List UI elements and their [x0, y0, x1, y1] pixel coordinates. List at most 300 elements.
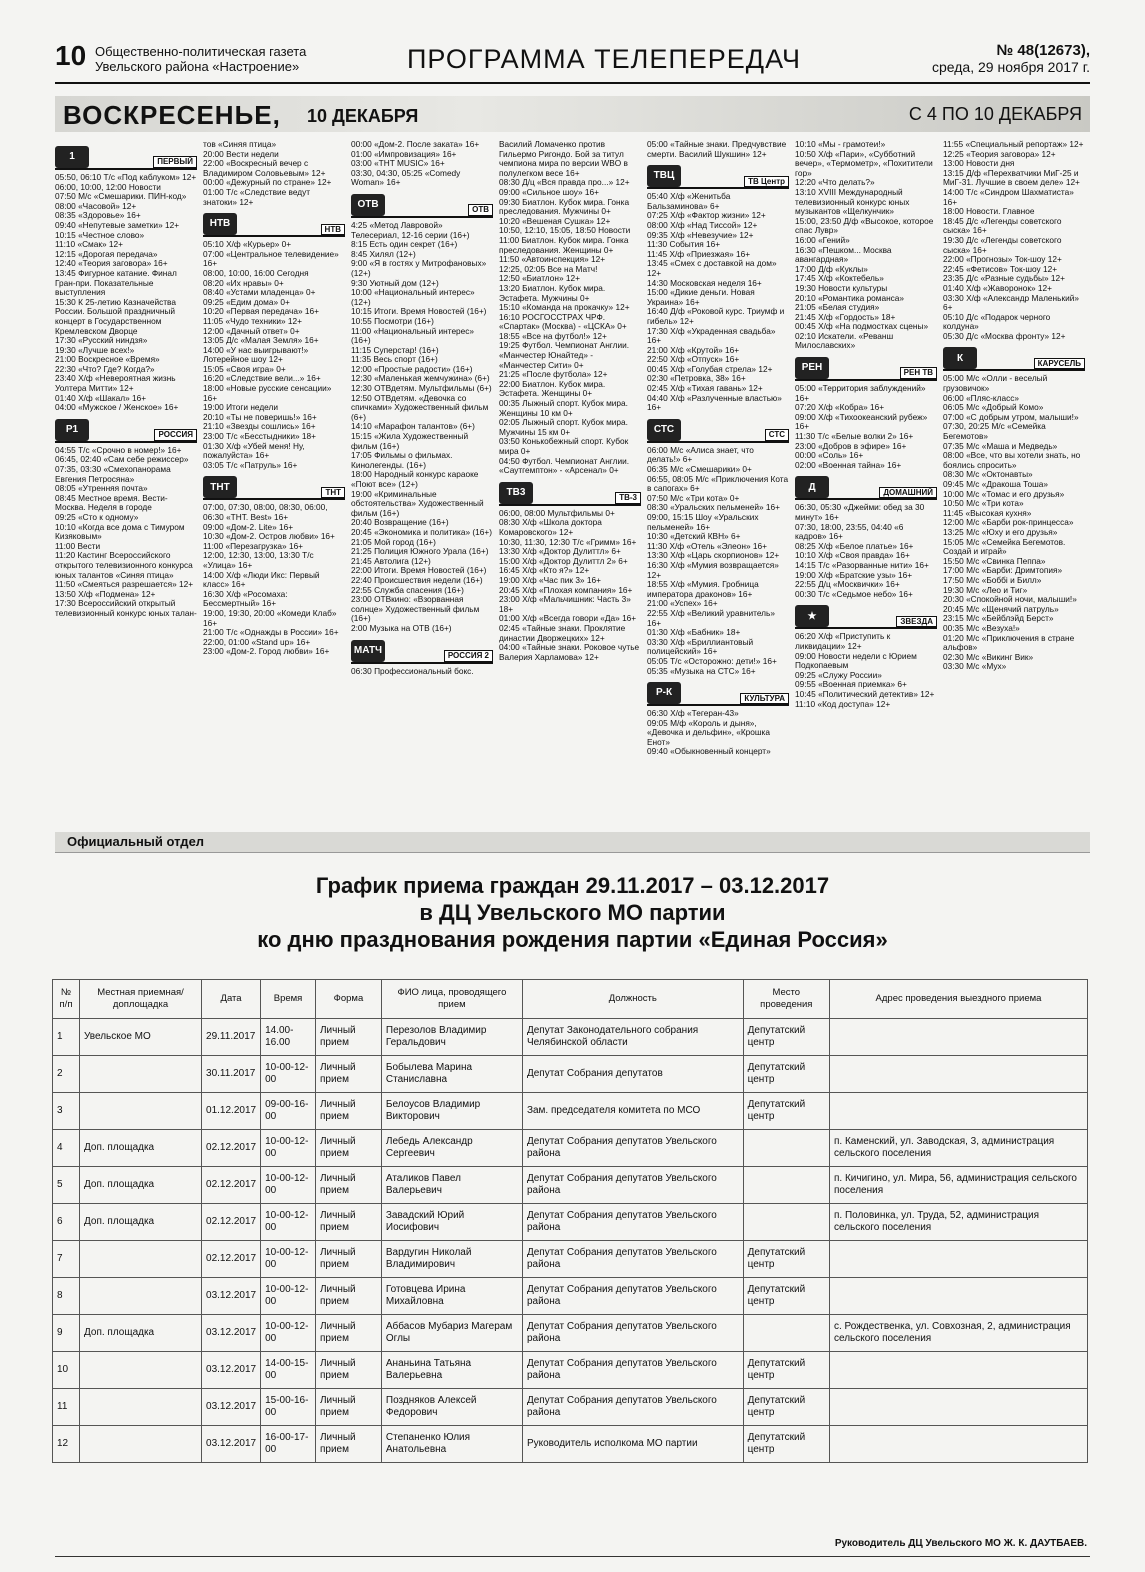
program-listing: 22:55 Д/ц «Москвички» 16+	[795, 579, 900, 590]
table-cell: Личный прием	[315, 1056, 381, 1093]
table-cell: Личный прием	[315, 1426, 381, 1463]
program-listing: 03:30 М/с «Мух»	[943, 661, 1007, 672]
program-listing: 18:45 Д/с «Легенды советского сыска» 16+	[943, 215, 1062, 236]
program-listing: 01:30 Х/ф «Убей меня! Ну, пожалуйста» 16+	[203, 440, 305, 461]
table-cell: Готовцева Ирина Михайловна	[381, 1278, 522, 1315]
program-listing: 01:20 М/с «Приключения в стране альфов»	[943, 632, 1075, 653]
program-listing: 23:15 М/с «Бейблэйд Берст»	[943, 613, 1054, 624]
program-listing: 05:05 Т/с «Осторожно: дети!» 16+	[647, 655, 777, 666]
program-listing: 06:00, 08:00 Мультфильмы 0+	[499, 507, 615, 518]
table-cell: 12	[53, 1426, 80, 1463]
program-listing: 23:00 «Дом-2. Город любви» 16+	[203, 646, 330, 657]
page-number: 10	[55, 40, 87, 71]
program-listing: 09:30 Биатлон. Кубок мира. Гонка преследования. Мужчины 0+	[499, 196, 630, 217]
table-cell: Личный прием	[315, 1241, 381, 1278]
program-listing: 20:45 «Экономика и политика» (16+)	[351, 526, 492, 537]
channel-name: ТВ-3	[615, 492, 641, 504]
heading-line-3: ко дню празднования рождения партии «Единая Россия»	[257, 927, 888, 952]
program-listing: 13:10 XVIII Международный телевизионный конкурс юных музыкантов «Щелкунчик»	[795, 186, 910, 217]
program-listing: 16:30 «Пешком... Москва авангардная»	[795, 244, 892, 265]
channel-header	[351, 192, 493, 218]
program-listing: 11:10 «Смак» 12+	[55, 239, 123, 250]
table-cell: 11	[53, 1389, 80, 1426]
table-cell: Депутатский центр	[743, 1056, 829, 1093]
channel-name: КУЛЬТУРА	[740, 693, 789, 705]
channel-logo-icon: ТНТ	[203, 476, 237, 498]
program-listing: 05:30 Д/с «Москва фронту» 12+	[943, 330, 1066, 341]
program-listing: 20:00 Вести недели	[203, 148, 279, 159]
program-listing: 05:50, 06:10 Т/с «Под каблуком» 12+	[55, 172, 197, 182]
program-listing: 06:55, 08:05 М/с «Приключения Кота в сапогах» 6+	[647, 473, 789, 494]
table-cell: 5	[53, 1167, 80, 1204]
program-listing: 09:25 «Едим дома» 0+	[203, 296, 290, 307]
program-listing: 22:55 Служба спасения (16+)	[351, 584, 464, 595]
program-listing: 11:50 «Смеяться разрешается» 12+	[55, 579, 194, 590]
program-listing: 00:35 М/с «Везуха!»	[943, 622, 1020, 633]
program-listing: 06:45, 02:40 «Сам себе режиссер»	[55, 454, 189, 465]
program-listing: 15:50 М/с «Свинка Пеппа»	[943, 555, 1046, 566]
table-cell	[829, 1056, 1087, 1093]
program-listing: 13:45 Фигурное катание. Финал Гран-при. Показательные выступления	[55, 267, 177, 298]
table-cell: 30.11.2017	[202, 1056, 261, 1093]
program-listing: 06:30 Х/ф «Тегеран-43»	[647, 708, 739, 719]
channel-logo-icon: 1	[55, 146, 89, 168]
channel-name: ОТВ	[468, 204, 493, 216]
table-cell: Депутат Законодательного собрания Челябинской области	[522, 1019, 743, 1056]
table-cell: 10-00-12-00	[261, 1278, 316, 1315]
program-listing: 09:40 «Непутевые заметки» 12+	[55, 219, 180, 230]
program-listing: 07:00, 07:30, 08:00, 08:30, 06:00, 06:30 «ТНТ. Best» 16+	[203, 502, 328, 522]
table-header-row	[53, 980, 1088, 1019]
table-cell: Личный прием	[315, 1093, 381, 1130]
channel-logo-icon: К	[943, 347, 977, 369]
paper-line-1: Общественно-политическая газета	[95, 44, 307, 59]
program-listing: 10:10 «Мы - грамотеи!»	[795, 140, 886, 149]
program-listing: 13:30 Х/ф «Царь скорпионов» 12+	[647, 550, 780, 561]
table-body	[53, 1019, 1088, 1463]
table-cell: Бобылева Марина Станиславна	[381, 1056, 522, 1093]
program-listing: 08:40 «Устами младенца» 0+	[203, 287, 316, 298]
table-cell: 2	[53, 1056, 80, 1093]
program-listing: 14:15 Т/с «Разорванные нити» 16+	[795, 559, 929, 570]
channel-logo-icon: Д	[795, 476, 829, 498]
program-listing: 07:50 М/с «Смешарики. ПИН-код»	[55, 191, 187, 202]
program-listing: 07:20 Х/ф «Кобра» 16+	[795, 402, 885, 413]
program-listing: 00:00 «Дом-2. После заката» 16+	[351, 140, 480, 149]
program-listing: 10:20 «Вешеная Сушка» 12+	[499, 215, 611, 226]
column-header: Место проведения	[743, 980, 829, 1019]
program-listing: 11:00 Вести	[55, 540, 101, 551]
table-cell: Белоусов Владимир Викторович	[381, 1093, 522, 1130]
program-listing: 21:25 «После футбола» 12+	[499, 369, 608, 380]
table-cell: Депутатский центр	[743, 1093, 829, 1130]
program-listing: 12:50 «Биатлон» 12+	[499, 273, 580, 284]
program-listing: 06:00, 10:00, 12:00 Новости	[55, 181, 161, 192]
program-listing: 09:25 «Сто к одному»	[55, 512, 139, 522]
channel-logo-icon: МАТЧ	[351, 640, 385, 662]
program-listing: 20:10 «Романтика романса»	[795, 292, 905, 303]
channel-logo-icon: Р1	[55, 419, 89, 441]
table-cell: 14.00-16.00	[261, 1019, 316, 1056]
program-listing: 13:00 Новости дня	[943, 158, 1015, 169]
program-listing: 10:15 Итоги. Время Новостей (16+)	[351, 306, 487, 317]
program-listing: 11:10 «Код доступа» 12+	[795, 698, 891, 709]
reception-schedule-heading	[55, 872, 1090, 953]
channel-header	[203, 211, 345, 237]
column-6	[795, 140, 937, 820]
table-cell: Зам. председателя комитета по МСО	[522, 1093, 743, 1130]
table-cell: Перезолов Владимир Геральдович	[381, 1019, 522, 1056]
channel-header	[795, 355, 937, 381]
program-listing: 10:50, 12:10, 15:05, 18:50 Новости	[499, 225, 631, 236]
program-listing: 02:00 «Военная тайна» 16+	[795, 459, 902, 470]
table-cell: Увельское МО	[80, 1019, 202, 1056]
column-header: Дата	[202, 980, 261, 1019]
program-listing: 10:15 «Честное слово»	[55, 229, 145, 240]
table-cell	[829, 1426, 1087, 1463]
program-listing: 18:55 «Все на футбол!» 12+	[499, 330, 607, 341]
table-cell: 10-00-12-00	[261, 1315, 316, 1352]
program-listing: 22:00 Итоги. Время Новостей (16+)	[351, 565, 487, 576]
program-listing: 23:40 Х/ф «Невероятная жизнь Уолтера Митти» 12+	[55, 373, 176, 394]
program-listing: 12:30 «Маленькая жемчужина» (6+)	[351, 373, 490, 384]
program-listing: 03:30 Х/ф «Бриллиантовый полицейский» 16+	[647, 636, 754, 657]
program-listing: 04:00 «Мужское / Женское» 16+	[55, 402, 179, 413]
table-row	[53, 1093, 1088, 1130]
channel-header	[795, 474, 937, 500]
program-listing: 08:35 «Здоровье» 16+	[55, 210, 141, 221]
table-cell: 10-00-12-00	[261, 1130, 316, 1167]
program-listing: 02:30 М/с «Викинг Вик»	[943, 651, 1034, 662]
table-row	[53, 1167, 1088, 1204]
program-listing: 12:15 «Дорогая передача»	[55, 248, 158, 259]
program-listing: 23:00 Т/с «Бесстыдники» 18+	[203, 431, 316, 442]
program-listing: 11:45 Х/ф «Приезжая» 16+	[647, 248, 751, 259]
table-cell: Личный прием	[315, 1278, 381, 1315]
table-cell: Степаненко Юлия Анатольевна	[381, 1426, 522, 1463]
issue-number: № 48(12673),	[996, 42, 1090, 59]
program-listing: 01:30 Х/ф «Бабник» 18+	[647, 627, 741, 638]
program-listing: 21:45 Х/ф «Гордость» 18+	[795, 311, 896, 322]
tv-schedule	[55, 140, 1090, 820]
program-listing: 23:00 «Добров в эфире» 16+	[795, 440, 907, 451]
signature: Руководитель ДЦ Увельского МО Ж. К. ДАУТБАЕВ.	[834, 1538, 1087, 1549]
column-header: Местная приемная/доплощадка	[80, 980, 202, 1019]
program-listing: 11:55 «Специальный репортаж» 12+	[943, 140, 1084, 149]
program-listing: 06:35 М/с «Смешарики» 0+	[647, 464, 752, 475]
table-cell	[80, 1241, 202, 1278]
column-header: № п/п	[53, 980, 80, 1019]
table-cell: Личный прием	[315, 1204, 381, 1241]
program-listing: 12:00, 12:30, 13:00, 13:30 Т/с «Улица» 16+	[203, 550, 314, 570]
column-header: Время	[261, 980, 316, 1019]
program-listing: 02:45 Х/ф «Тихая гавань» 12+	[647, 383, 763, 394]
table-cell	[80, 1426, 202, 1463]
program-listing: 19:00 «Криминальные обстоятельства» Художественный фильм (16+)	[351, 488, 484, 518]
program-listing: 08:25 Х/ф «Белое платье» 16+	[795, 540, 914, 551]
program-listing: 11:20 Кастинг Всероссийского открытого телевизионного конкурса юных талантов «Синяя птица»	[55, 550, 193, 580]
table-row	[53, 1426, 1088, 1463]
table-cell	[829, 1278, 1087, 1315]
program-listing: 21:05 «Белая студия»	[795, 302, 880, 313]
day-date: 10 ДЕКАБРЯ	[307, 106, 419, 126]
program-listing: 06:00 «Пляс-класс»	[943, 392, 1019, 403]
program-listing: 00:45 Х/ф «Голубая стрела» 12+	[647, 363, 773, 374]
program-listing: 14:00 Х/ф «Люди Икс: Первый класс» 16+	[203, 569, 320, 590]
channel-header	[351, 638, 493, 664]
program-listing: 10:50 Х/ф «Пари», «Субботний вечер», «Термометр», «Похитители гор»	[795, 148, 933, 178]
column-header: Форма	[315, 980, 381, 1019]
table-cell: Доп. площадка	[80, 1167, 202, 1204]
program-listing: 8:15 Есть один секрет (16+)	[351, 239, 458, 250]
program-listing: 12:40 «Теория заговора» 16+	[55, 258, 168, 269]
table-cell: 02.12.2017	[202, 1167, 261, 1204]
heading-line-2: в ДЦ Увельского МО партии	[419, 900, 726, 925]
program-listing: 01:40 Х/ф «Жаворонок» 12+	[943, 282, 1052, 293]
channel-logo-icon: Р-К	[647, 682, 681, 704]
program-listing: 07:00 «С добрым утром, малыши!»	[943, 411, 1079, 422]
table-cell: Аталиков Павел Валерьевич	[381, 1167, 522, 1204]
program-listing: 08:00, 10:00, 16:00 Сегодня	[203, 267, 309, 278]
program-listing: 00:30 Т/с «Седьмое небо» 16+	[795, 588, 913, 599]
table-cell: 01.12.2017	[202, 1093, 261, 1130]
program-listing: 15:00, 23:50 Д/ф «Высокое, которое спас Лувр»	[795, 215, 934, 236]
program-listing: 16:30 Х/ф «Росомаха: Бессмертный» 16+	[203, 588, 288, 609]
program-listing: 10:30 «Детский КВН» 6+	[647, 531, 741, 542]
program-listing: 19:30 «Лучше всех!»	[55, 344, 135, 355]
program-listing: 21:00 «Успех» 16+	[647, 598, 718, 609]
table-row	[53, 1352, 1088, 1389]
table-cell: Депутат Собрания депутатов Увельского района	[522, 1130, 743, 1167]
program-listing: 08:00 Х/ф «Над Тиссой» 12+	[647, 219, 758, 230]
table-cell: 10	[53, 1352, 80, 1389]
program-listing: 04:40 Х/ф «Разлученные властью» 16+	[647, 392, 782, 413]
table-cell: 03.12.2017	[202, 1352, 261, 1389]
table-cell: Ананьина Татьяна Валерьевна	[381, 1352, 522, 1389]
program-listing: 00:00 «Соль» 16+	[795, 450, 864, 461]
program-listing: 03:50 Конькобежный спорт. Кубок мира 0+	[499, 436, 629, 456]
program-listing: 21:05 Мой город (16+)	[351, 536, 436, 547]
program-listing: 8:45 Хилял (12+)	[351, 248, 416, 259]
program-listing: 19:00 Х/ф «Час пик 3» 16+	[499, 574, 601, 585]
program-listing: 13:25 М/с «Юху и его друзья»	[943, 526, 1058, 537]
column-4	[499, 140, 641, 820]
program-listing: 11:30 События 16+	[647, 239, 721, 250]
heading-line-1: График приема граждан 29.11.2017 – 03.12.2017	[315, 873, 830, 898]
channel-header	[55, 144, 197, 170]
program-listing: 12:25, 02:05 Все на Матч!	[499, 263, 598, 274]
program-listing: 22:00 «Прогнозы» Ток-шоу 12+	[943, 254, 1062, 265]
column-header: Адрес проведения выездного приема	[829, 980, 1087, 1019]
table-cell: Депутат Собрания депутатов Увельского района	[522, 1204, 743, 1241]
channel-header	[647, 163, 789, 189]
program-listing: 2:00 Музыка на ОТВ (16+)	[351, 622, 452, 633]
program-listing: 10:55 Посмотри (16+)	[351, 315, 434, 326]
channel-name: ЗВЕЗДА	[896, 616, 937, 628]
table-cell	[829, 1389, 1087, 1426]
table-cell	[80, 1389, 202, 1426]
program-listing: 07:00 «Центральное телевидение» 16+	[203, 248, 339, 269]
program-listing: 09:00 «Сильное шоу» 16+	[499, 186, 600, 197]
channel-logo-icon: ★	[795, 605, 829, 627]
channel-name: НТВ	[321, 224, 345, 236]
table-cell: 8	[53, 1278, 80, 1315]
program-listing: 08:05 «Утренняя почта»	[55, 483, 148, 494]
program-listing: 16:40 Д/ф «Роковой курс. Триумф и гибель» 12+	[647, 306, 785, 326]
program-listing: 06:05 М/с «Добрый Комо»	[943, 402, 1044, 413]
table-cell: 6	[53, 1204, 80, 1241]
table-cell: Депутат Собрания депутатов Увельского района	[522, 1315, 743, 1352]
table-cell: Личный прием	[315, 1019, 381, 1056]
program-listing: 20:45 М/с «Щенячий патруль»	[943, 603, 1059, 614]
program-listing: 22:00, 01:00 «Stand up» 16+	[203, 636, 311, 647]
program-listing: 23:00 ОТВкино: «Взорванная солнце» Художественный фильм (16+)	[351, 594, 480, 624]
channel-name: СТС	[765, 429, 789, 441]
program-listing: 01:40 Х/ф «Шакал» 16+	[55, 392, 147, 403]
program-listing: 16:45 Х/ф «Кто я?» 12+	[499, 565, 590, 576]
table-cell: с. Рождественка, ул. Совхозная, 2, администрация сельского поселения	[829, 1315, 1087, 1352]
table-row	[53, 1315, 1088, 1352]
table-row	[53, 1389, 1088, 1426]
program-listing: 09:55 «Военная приемка» 6+	[795, 679, 907, 690]
program-listing: 17:45 Х/ф «Коктебель»	[795, 273, 884, 284]
program-listing: 09:40 «Обыкновенный концерт»	[647, 746, 771, 757]
program-listing: 11:00 Биатлон. Кубок мира. Гонка преследования. Женщины 0+	[499, 234, 629, 255]
program-listing: 05:00 М/с «Олли - веселый грузовичок»	[943, 373, 1048, 394]
channel-name: РОССИЯ	[154, 429, 197, 441]
program-listing: 09:00, 15:15 Шоу «Уральских пельменей» 16+	[647, 512, 759, 532]
table-row	[53, 1241, 1088, 1278]
table-cell: 16-00-17-00	[261, 1426, 316, 1463]
program-listing: 23:00 Х/ф «Мальчишник: Часть 3» 18+	[499, 594, 631, 614]
program-listing: 07:50 М/с «Три кота» 0+	[647, 492, 740, 503]
program-listing: 15:05 «Своя игра» 0+	[203, 363, 286, 374]
program-listing: 12:00 «Простые радости» (16+)	[351, 363, 473, 374]
program-listing: 06:20 Х/ф «Приступить к ликвидации» 12+	[795, 631, 891, 651]
program-listing: 22:55 Х/ф «Великий уравнитель» 16+	[647, 607, 775, 628]
program-listing: 17:00 М/с «Барби: Дримтопия»	[943, 565, 1063, 576]
program-listing: 21:25 Полиция Южного Урала (16+)	[351, 546, 489, 557]
program-listing: 21:10 «Звезды сошлись» 16+	[203, 421, 316, 432]
program-listing: 19:00 Х/ф «Братские узы» 16+	[795, 569, 913, 580]
table-cell: Депутат Собрания депутатов Увельского района	[522, 1167, 743, 1204]
table-cell: 10-00-12-00	[261, 1241, 316, 1278]
table-cell: Поздняков Алексей Федорович	[381, 1389, 522, 1426]
program-listing: 01:00 Х/ф «Всегда говори «Да» 16+	[499, 613, 637, 624]
table-row	[53, 1204, 1088, 1241]
table-cell: 10-00-12-00	[261, 1167, 316, 1204]
channel-name: РЕН ТВ	[900, 367, 937, 379]
program-listing: 05:35 «Музыка на СТС» 16+	[647, 665, 756, 676]
program-listing: 20:45 Х/ф «Плохая компания» 16+	[499, 584, 633, 595]
program-listing: 19:00 Итоги недели	[203, 402, 278, 413]
program-listing: 11:35 Весь спорт (16+)	[351, 354, 438, 365]
table-cell: Депутат Собрания депутатов	[522, 1056, 743, 1093]
channel-name: РОССИЯ 2	[444, 650, 493, 662]
program-listing: тов «Синяя птица»	[203, 140, 277, 149]
program-listing: 17:50 М/с «Боббі и Билл»	[943, 574, 1042, 585]
program-listing: 02:10 Искатели. «Реванш Милославских»	[795, 330, 894, 351]
table-cell: 03.12.2017	[202, 1389, 261, 1426]
program-listing: 04:00 «Тайные знаки. Роковое чутье Валерия Харламова» 12+	[499, 642, 640, 662]
program-listing: 22:00 Биатлон. Кубок мира. Эстафета. Женщины 0+	[499, 378, 606, 399]
program-listing: 10:45 «Политический детектив» 12+	[795, 688, 935, 699]
day-banner	[55, 96, 1090, 132]
program-listing: 10:10 «Когда все дома с Тимуром Кизяковым»	[55, 521, 185, 542]
program-listing: 08:00 «Все, что вы хотели знать, но боялись спросить»	[943, 450, 1081, 470]
table-cell: Аббасов Мубариз Магерам Оглы	[381, 1315, 522, 1352]
table-cell	[829, 1352, 1087, 1389]
table-cell: Лебедь Александр Сергеевич	[381, 1130, 522, 1167]
table-cell	[829, 1241, 1087, 1278]
column-header: ФИО лица, проводящего прием	[381, 980, 522, 1019]
reception-table	[52, 979, 1088, 1463]
program-listing: 00:00 «Дежурный по стране» 12+	[203, 177, 332, 188]
program-listing: 15:10 «Команда на прокачку» 12+	[499, 302, 630, 313]
program-listing: 19:25 Футбол. Чемпионат Англии. «Манчестер Юнайтед» - «Манчестер Сити» 0+	[499, 340, 630, 370]
channel-header	[55, 417, 197, 443]
program-listing: 08:20 «Их нравы» 0+	[203, 277, 284, 288]
program-listing: 00:35 Лыжный спорт. Кубок мира. Женщины 10 км 0+	[499, 398, 628, 418]
table-cell: Депутатский центр	[743, 1389, 829, 1426]
program-listing: 12:25 «Теория заговора» 12+	[943, 148, 1056, 159]
channel-header	[795, 603, 937, 629]
program-listing: 11:30 Х/ф «Отель «Элеон» 16+	[647, 540, 767, 551]
program-listing: 03:30 Х/ф «Александр Маленький» 6+	[943, 292, 1079, 313]
table-cell: Депутатский центр	[743, 1352, 829, 1389]
program-listing: 9:00 «Я в гостях у Митрофановых» (12+)	[351, 258, 487, 278]
program-listing: 09:00 Новости недели с Юрием Подкопаевым	[795, 650, 917, 671]
program-listing: 07:30, 18:00, 23:55, 04:40 «6 кадров» 16+	[795, 521, 904, 542]
program-listing: 15:15 «Жила Художественный фильм (16+)	[351, 431, 469, 451]
program-listing: 4:25 «Метод Лавровой» Телесериал, 12-16 серии (16+)	[351, 219, 470, 240]
program-listing: 12:00 М/с «Барби рок-принцесса»	[943, 517, 1074, 528]
program-listing: 13:50 Х/ф «Подмена» 12+	[55, 588, 156, 599]
channel-logo-icon: СТС	[647, 419, 681, 441]
channel-name: ТНТ	[321, 487, 345, 499]
program-listing: 11:30 Т/с «Белые волки 2» 16+	[795, 431, 914, 442]
program-listing: 16:00 «Гений»	[795, 234, 850, 245]
program-listing: 07:35 М/с «Маша и Медведь»	[943, 440, 1058, 451]
program-listing: 18:00 Новости. Главное	[943, 206, 1035, 217]
program-listing: 15:00 Х/ф «Доктор Дулиттл 2» 6+	[499, 555, 628, 566]
official-section-bar	[55, 832, 1090, 853]
program-listing: 03:00 «THT MUSIC» 16+	[351, 158, 445, 169]
channel-header	[647, 417, 789, 443]
table-row	[53, 1019, 1088, 1056]
program-listing: 07:25 Х/ф «Фактор жизни» 12+	[647, 210, 766, 221]
program-listing: 14:00 «У нас выигрывают!» Лотерейное шоу 12+	[203, 344, 309, 365]
program-listing: 04:50 Футбол. Чемпионат Англии. «Саутгемптон» - «Арсенал» 0+	[499, 455, 630, 476]
table-cell: Личный прием	[315, 1130, 381, 1167]
program-listing: 17:30 Х/ф «Украденная свадьба» 16+	[647, 325, 776, 346]
program-listing: 09:25 «Служу России»	[795, 669, 882, 680]
program-listing: 15:30 К 25-летию Казначейства России. Большой праздничный концерт в Государственном Кремлевском Дворце	[55, 296, 176, 336]
table-row	[53, 1278, 1088, 1315]
table-cell: 03.12.2017	[202, 1278, 261, 1315]
program-listing: 07:30, 20:25 М/с «Семейка Бегемотов»	[943, 421, 1046, 442]
table-cell	[80, 1352, 202, 1389]
program-listing: 16:10 РОСГОССТРАХ ЧРФ. «Спартак» (Москва) - «ЦСКА» 0+	[499, 311, 627, 332]
program-listing: 10:00 М/с «Томас и его друзья»	[943, 488, 1065, 499]
table-cell: Депутатский центр	[743, 1241, 829, 1278]
program-listing: 19:30 М/с «Лео и Тиг»	[943, 584, 1028, 595]
table-cell: п. Половинка, ул. Труда, 52, администрация сельского поселения	[829, 1204, 1087, 1241]
program-listing: 19:30 Новости культуры	[795, 282, 888, 293]
week-range: С 4 ПО 10 ДЕКАБРЯ	[908, 104, 1082, 124]
table-cell: Депутатский центр	[743, 1426, 829, 1463]
table-cell	[743, 1130, 829, 1167]
